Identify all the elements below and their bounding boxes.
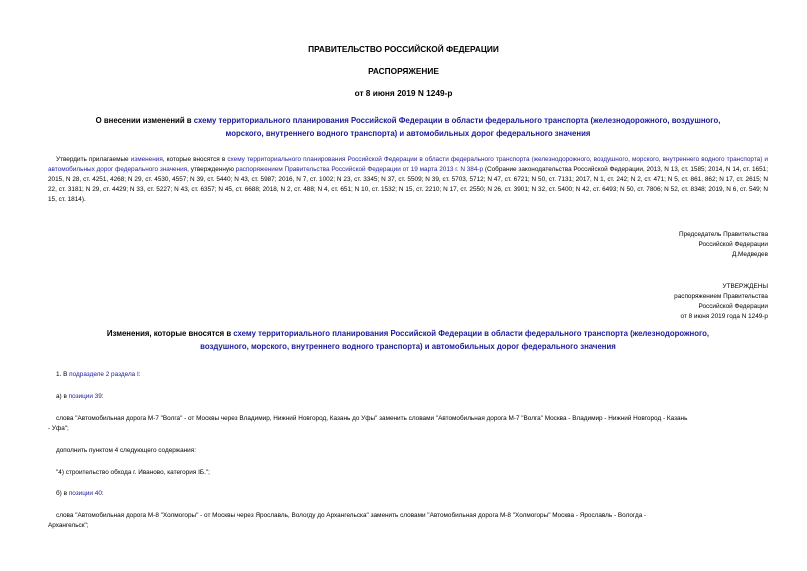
- document-type: РАСПОРЯЖЕНИЕ: [368, 66, 439, 76]
- signature-name: Д.Медведев: [731, 251, 768, 258]
- document-title: [48, 115, 768, 140]
- item-b-replacement-line2: Архангельск";: [48, 522, 89, 529]
- title-prefix: О внесении изменений в: [95, 116, 194, 125]
- item-1-colon: :: [138, 371, 141, 378]
- signature-role-2: Российской Федерации: [698, 241, 768, 248]
- item-b-replacement-line1: слова "Автомобильная дорога М-8 "Холмогоры" - от Москвы через Ярославль, Вологду до Архангельска" заменить словами "Автомобильная дорога М-8 "Холмогоры" Москва - Ярославль - Вологда -: [56, 512, 647, 519]
- item-a-replacement-line1: слова "Автомобильная дорога М-7 "Волга" - от Москвы через Владимир, Нижний Новгород, Казань до Уфы" заменить словами "Автомобильная дорога М-7 "Волга" Москва - Владимир - Нижний Новгород - Казань: [56, 415, 688, 422]
- intro-text-4: (Собрание законодательства Российской Федерации, 2013, N 13, ст. 1585; 2014, N 14, ст. 1651; 2015, N 28, ст. 4251, 4268; N 29, ст. 4530, 4557; N 39, ст. 5440; N 43, ст. 5987; 2016, N 7, ст. 1002; N 23, ст. 3345; N 37, ст. 5509; N 39, ст. 5703, 5712; N 47, ст. 6721; N 50, ст. 7131; 2017, N 1, ст. 242; N 2, ст. 471; N 5, ст. 861, 862; N 17, ст. 2615; N 22, ст. 3181; N 29, ст. 4429; N 33, ст. 5227; N 43, ст. 6357; N 45, ст. 6688; 2018, N 2, ст. 488; N 4, ст. 651; N 10, ст. 1532; N 15, ст. 2210; N 17, ст. 2550; N 26, ст. 3901; N 32, ст. 5400; N 42, ст. 6493; N 50, ст. 7806; N 52, ст. 8348; 2019, N 6, ст. 549; N 15, ст. 1814).: [48, 166, 768, 203]
- intro-paragraph: [48, 155, 768, 205]
- scheme-link[interactable]: схему территориального планирования Российской Федерации в области федерального транспорта (железнодорожного, воздушного, морского, внутреннего водного транспорта) и автомобильных дорог федерального значения: [48, 156, 769, 173]
- intro-text-1: Утвердить прилагаемые: [56, 156, 131, 163]
- position-40-link[interactable]: позиции 40: [68, 490, 102, 497]
- changes-title: [48, 328, 768, 353]
- signature-role-1: Председатель Правительства: [679, 231, 768, 238]
- changes-link[interactable]: изменения: [130, 156, 163, 163]
- item-b: [56, 489, 104, 499]
- item-b-colon: :: [101, 490, 104, 497]
- order-384-link[interactable]: распоряжением Правительства Российской Федерации от 19 марта 2013 г. N 384-р: [235, 166, 484, 173]
- title-scheme-link-line1[interactable]: схему территориального планирования Российской Федерации в области федерального транспорта (железнодорожного, воздушного,: [193, 116, 721, 125]
- approved-date: от 8 июня 2019 года N 1249-р: [680, 313, 768, 320]
- item-4-text: "4) строительство обхода г. Иваново, категория IБ.";: [56, 469, 210, 476]
- signature-block: [560, 230, 768, 260]
- government-heading: ПРАВИТЕЛЬСТВО РОССИЙСКОЙ ФЕДЕРАЦИИ: [308, 44, 499, 54]
- intro-text-3: , утвержденную: [187, 166, 236, 173]
- item-1: [56, 370, 141, 380]
- item-a: [56, 392, 104, 402]
- add-item-4: дополнить пунктом 4 следующего содержания:: [56, 447, 196, 454]
- subsection-2-link[interactable]: подразделе 2 раздела I: [69, 371, 139, 378]
- changes-title-link-line2[interactable]: воздушного, морского, внутреннего водного транспорта) и автомобильных дорог федерального значения: [200, 341, 616, 351]
- item-a-text: а) в: [56, 393, 69, 400]
- document-date-number: от 8 июня 2019 N 1249-р: [354, 88, 453, 98]
- changes-title-prefix: Изменения, которые вносятся в: [106, 329, 234, 338]
- position-39-link[interactable]: позиции 39: [68, 393, 102, 400]
- intro-text-2: , которые вносятся в: [162, 156, 228, 163]
- approved-label: УТВЕРЖДЕНЫ: [722, 283, 768, 290]
- title-scheme-link-line2[interactable]: морского, внутреннего водного транспорта) и автомобильных дорог федерального значения: [225, 128, 591, 138]
- approved-by: распоряжением Правительства: [674, 293, 768, 300]
- approved-gov: Российской Федерации: [698, 303, 768, 310]
- item-1-text: 1. В: [56, 371, 70, 378]
- item-a-colon: :: [101, 393, 104, 400]
- item-b-text: б) в: [56, 490, 69, 497]
- approval-block: [560, 282, 768, 322]
- changes-title-link-line1[interactable]: схему территориального планирования Российской Федерации в области федерального транспорта (железнодорожного,: [233, 329, 710, 338]
- item-a-replacement-line2: - Уфа";: [48, 425, 69, 432]
